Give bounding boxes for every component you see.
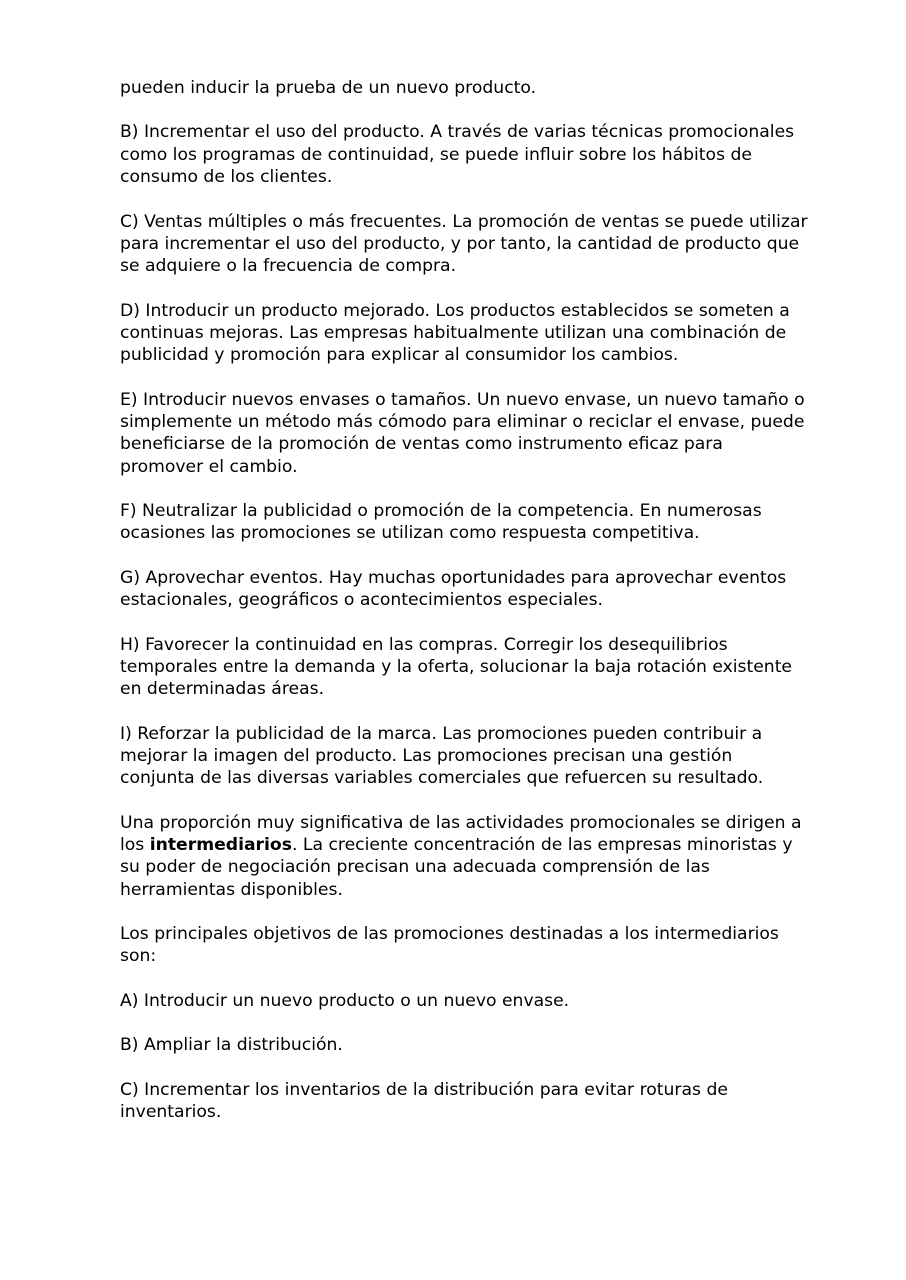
- paragraph-objective-b-usage: B) Incrementar el uso del producto. A través de varias técnicas promocionales como los programas de continuidad, se puede influir sobre los hábitos de consumo de los clientes.: [120, 122, 795, 188]
- paragraph-objective-d-improved-product: D) Introducir un producto mejorado. Los productos establecidos se someten a continuas mejoras. Las empresas habitualmente utilizan una combinación de publicidad y promoción para explicar al consumidor los cambios.: [120, 300, 790, 366]
- intermediaries-text-after: . La creciente concentración de las empresas minoristas y su poder de negociación precisan una adecuada comprensión de las herramientas disponibles.: [120, 835, 793, 900]
- intermediaries-bold-term: intermediarios: [149, 835, 292, 856]
- paragraph-intermediary-objective-c: C) Incrementar los inventarios de la distribución para evitar roturas de inventarios.: [120, 1079, 728, 1123]
- paragraph-objective-g-events: G) Aprovechar eventos. Hay muchas oportunidades para aprovechar eventos estacionales, geográficos o acontecimientos especiales.: [120, 567, 787, 611]
- paragraph-objective-i-brand: I) Reforzar la publicidad de la marca. Las promociones pueden contribuir a mejorar la imagen del producto. Las promociones precisan una gestión conjunta de las diversas variables comerciales que refuercen su resultado.: [120, 723, 764, 789]
- paragraph-objective-f-neutralize-competition: F) Neutralizar la publicidad o promoción de la competencia. En numerosas ocasiones las promociones se utilizan como respuesta competitiva.: [120, 501, 762, 544]
- document-page: [120, 77, 810, 1146]
- paragraph-intro-continuation: pueden inducir la prueba de un nuevo producto.: [120, 78, 537, 98]
- paragraph-intermediary-objective-b: B) Ampliar la distribución.: [120, 1035, 343, 1056]
- paragraph-intermediary-objectives-intro: Los principales objetivos de las promociones destinadas a los intermediarios son:: [120, 924, 779, 967]
- intermediaries-text-before: Una proporción muy significativa de las actividades promocionales se dirigen a los: [120, 812, 802, 856]
- paragraph-objective-h-continuity: H) Favorecer la continuidad en las compras. Corregir los desequilibrios temporales entre la demanda y la oferta, solucionar la baja rotación existente en determinadas áreas.: [120, 634, 793, 700]
- paragraph-objective-c-multiple-sales: C) Ventas múltiples o más frecuentes. La promoción de ventas se puede utilizar para incrementar el uso del producto, y por tanto, la cantidad de producto que se adquiere o la frecuencia de compra.: [120, 211, 808, 277]
- paragraph-objective-e-new-packaging: E) Introducir nuevos envases o tamaños. Un nuevo envase, un nuevo tamaño o simplemente un método más cómodo para eliminar o reciclar el envase, puede beneficiarse de la promoción de ventas como instrumento eficaz para promover el cambio.: [120, 389, 805, 477]
- paragraph-intermediary-objective-a: A) Introducir un nuevo producto o un nuevo envase.: [120, 990, 570, 1011]
- paragraph-intermediaries: [120, 812, 810, 901]
